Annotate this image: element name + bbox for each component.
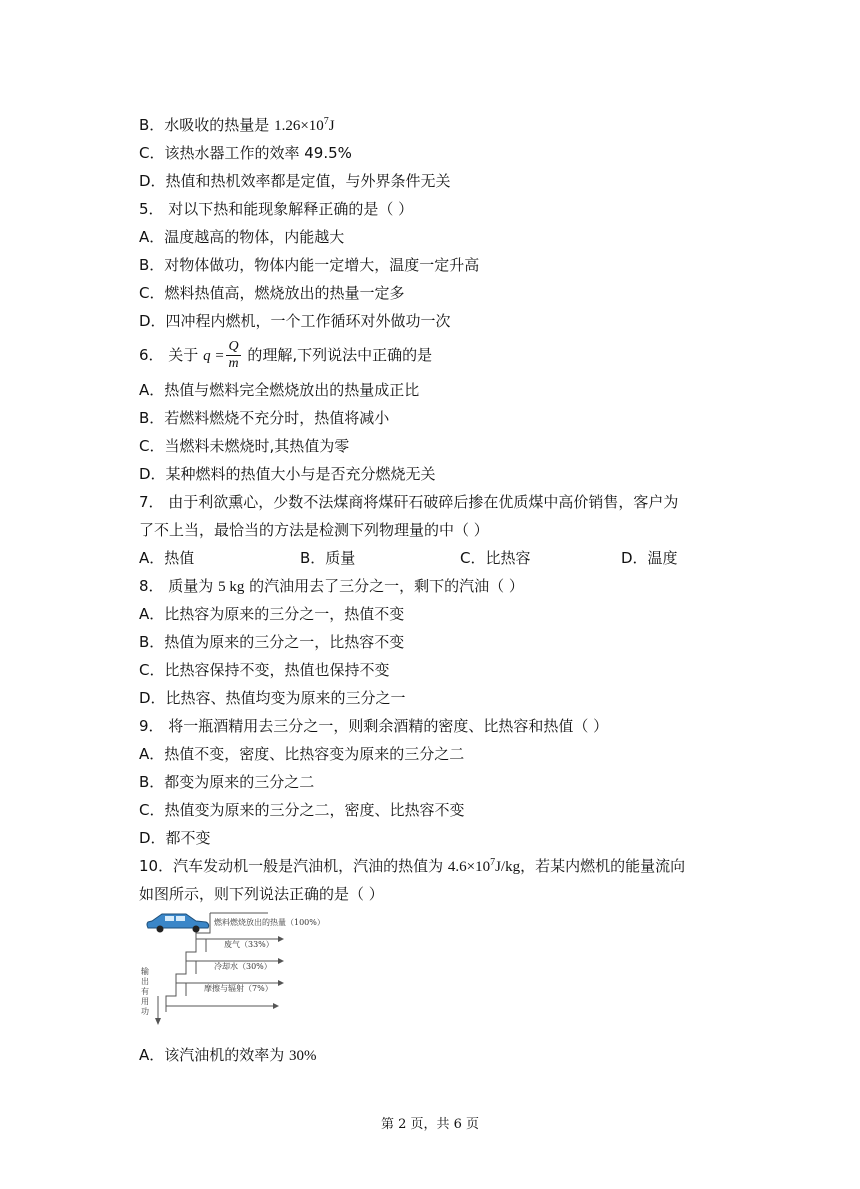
stem-text: 10．汽车发动机一般是汽油机，汽油的热值为 <box>139 857 448 875</box>
q7-option-a: A．热值 <box>139 549 195 567</box>
formula-lhs: q = <box>203 348 225 364</box>
question-8-stem <box>139 576 524 597</box>
q7-option-b: B．质量 <box>300 549 356 567</box>
question-10-stem-line1 <box>139 856 685 877</box>
fraction-numerator: Q <box>228 339 239 354</box>
car-icon <box>147 914 209 933</box>
q8-option-a: A．比热容为原来的三分之一，热值不变 <box>139 605 405 623</box>
page-footer: 第 2 页，共 6 页 <box>380 1117 480 1132</box>
mass-value: 5 kg <box>218 579 245 595</box>
question-7-stem-line1: 7． 由于利欲熏心，少数不法煤商将煤矸石破碎后掺在优质煤中高价销售，客户为 <box>139 493 679 511</box>
value-text: 30% <box>289 1048 317 1064</box>
friction-label: 摩擦与辐射（7%） <box>204 984 273 993</box>
q8-option-c: C．比热容保持不变，热值也保持不变 <box>139 661 390 679</box>
stem-text: 的汽油用去了三分之一，剩下的汽油（ ） <box>244 577 524 595</box>
option-text: B．水吸收的热量是 <box>139 116 275 134</box>
option-b-prev <box>139 115 335 136</box>
useful-work-char: 功 <box>141 1007 149 1016</box>
exhaust-label: 废气（33%） <box>224 940 274 949</box>
question-10-stem-line2: 如图所示，则下列说法正确的是（ ） <box>139 885 384 903</box>
q9-option-b: B．都变为原来的三分之二 <box>139 773 315 791</box>
energy-flow-diagram <box>138 908 398 1026</box>
q5-option-b: B．对物体做功，物体内能一定增大，温度一定升高 <box>139 256 480 274</box>
q8-option-b: B．热值为原来的三分之一，比热容不变 <box>139 633 405 651</box>
stem-text: ，若某内燃机的能量流向 <box>520 857 686 875</box>
option-text: A．该汽油机的效率为 <box>139 1046 290 1064</box>
q6-option-b: B．若燃料燃烧不充分时，热值将减小 <box>139 409 390 427</box>
stem-text: 8． 质量为 <box>139 577 219 595</box>
q6-option-a: A．热值与燃料完全燃烧放出的热量成正比 <box>139 381 420 399</box>
question-9-stem: 9． 将一瓶酒精用去三分之一，则剩余酒精的密度、比热容和热值（ ） <box>139 717 609 735</box>
option-c-prev: C．该热水器工作的效率 49.5% <box>139 144 352 162</box>
unit-text: J/kg <box>495 859 521 875</box>
q5-option-c: C．燃料热值高，燃烧放出的热量一定多 <box>139 284 405 302</box>
q7-option-d: D．温度 <box>621 549 678 567</box>
useful-work-char: 出 <box>141 977 149 986</box>
q10-option-a <box>139 1045 317 1066</box>
stem-text: 的理解,下列说法中正确的是 <box>242 346 433 364</box>
q5-option-a: A．温度越高的物体，内能越大 <box>139 228 345 246</box>
useful-work-char: 有 <box>141 987 149 996</box>
question-5-stem: 5． 对以下热和能现象解释正确的是（ ） <box>139 200 414 218</box>
useful-work-char: 输 <box>141 967 149 976</box>
option-d-prev: D．热值和热机效率都是定值，与外界条件无关 <box>139 172 451 190</box>
q9-option-c: C．热值变为原来的三分之二，密度、比热容不变 <box>139 801 465 819</box>
stem-text: 6． 关于 <box>139 346 204 364</box>
q8-option-d: D．比热容、热值均变为原来的三分之一 <box>139 689 406 707</box>
flow-arrows <box>155 936 284 1025</box>
value-text: 4.6×10 <box>447 859 491 875</box>
fraction-denominator: m <box>228 356 239 371</box>
exponent: 7 <box>323 116 329 127</box>
total-heat-label: 燃料燃烧放出的热量（100%） <box>214 918 325 927</box>
question-6-stem <box>139 338 432 372</box>
formula-fraction <box>226 339 240 372</box>
q6-option-c: C．当燃料未燃烧时,其热值为零 <box>139 437 350 455</box>
q5-option-d: D．四冲程内燃机，一个工作循环对外做功一次 <box>139 312 451 330</box>
q9-option-d: D．都不变 <box>139 829 211 847</box>
coolant-label: 冷却水（30%） <box>214 962 272 971</box>
value-text: 1.26×10 <box>274 118 324 134</box>
q6-option-d: D．某种燃料的热值大小与是否充分燃烧无关 <box>139 465 436 483</box>
unit-text: J <box>328 118 335 134</box>
useful-work-char: 用 <box>141 997 149 1006</box>
q9-option-a: A．热值不变，密度、比热容变为原来的三分之二 <box>139 745 465 763</box>
question-7-stem-line2: 了不上当，最恰当的方法是检测下列物理量的中（ ） <box>139 521 489 539</box>
exponent: 7 <box>490 857 496 868</box>
q7-option-c: C．比热容 <box>460 549 531 567</box>
